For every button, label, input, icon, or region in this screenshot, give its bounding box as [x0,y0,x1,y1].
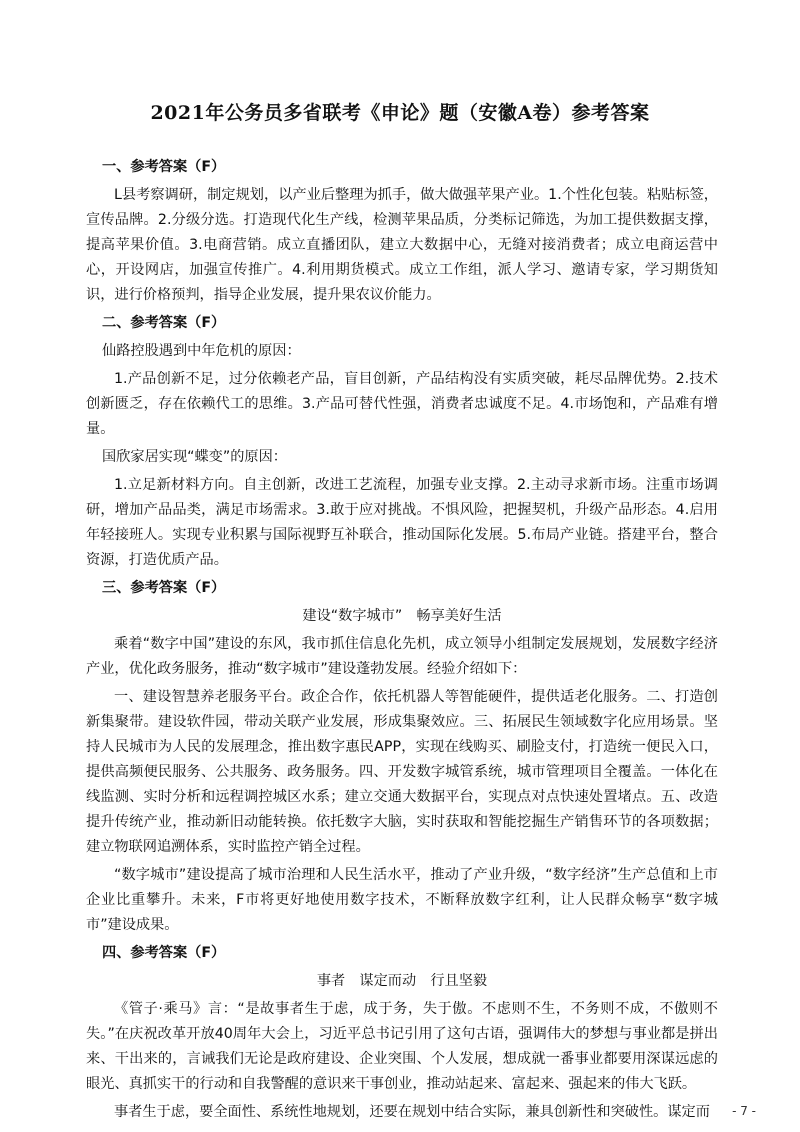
section-3-paragraph-3: “数字城市”建设提高了城市治理和人民生活水平，推动了产业升级，“数字经济”生产总值和上市企业比重攀升。未来，F市将更好地使用数字技术，不断释放数字红利，让人民群众畅享“数字城市”建设成果。 [86,867,718,933]
page-number: - 7 - [732,1104,756,1118]
section-2-heading: 二、参考答案（F） [102,315,226,331]
section-2-paragraph-1: 1.产品创新不足，过分依赖老产品，盲目创新，产品结构没有实质突破，耗尽品牌优势。2.技术创新匮乏，存在依赖代工的思维。3.产品可替代性强，消费者忠诚度不足。4.市场饱和，产品难有增量。 [86,371,718,437]
document-body [86,155,718,1128]
section-3-heading: 三、参考答案（F） [102,580,226,596]
section-2-subheading-2: 国欣家居实现“蝶变”的原因： [102,449,287,465]
section-4-subtitle: 事者 谋定而动 行且坚毅 [316,973,488,989]
section-3-paragraph-1: 乘着“数字中国”建设的东风，我市抓住信息化先机，成立领导小组制定发展规划，发展数字经济产业，优化政务服务，推动“数字城市”建设蓬勃发展。经验介绍如下： [86,636,718,677]
page-title: 2021年公务员多省联考《申论》题（安徽A卷）参考答案 [150,102,650,124]
section-4-paragraph-1: 《管子·乘马》言：“是故事者生于虑，成于务，失于傲。不虑则不生，不务则不成，不傲则不失。”在庆祝改革开放40周年大会上，习近平总书记引用了这句古语，强调伟大的梦想与事业都是拼出来、干出来的，言诫我们无论是政府建设、企业突围、个人发展，想成就一番事业都要用深谋远虑的眼光、真抓实干的行动和自我警醒的意识来干事创业，推动站起来、富起来、强起来的伟大飞跃。 [86,1001,718,1092]
section-1-heading: 一、参考答案（F） [102,159,226,175]
section-1-paragraph: L县考察调研，制定规划，以产业后整理为抓手，做大做强苹果产业。1.个性化包装。粘贴标签，宣传品牌。2.分级分选。打造现代化生产线，检测苹果品质，分类标记筛选，为加工提供数据支撑，提高苹果价值。3.电商营销。成立直播团队，建立大数据中心，无缝对接消费者；成立电商运营中心，开设网店，加强宣传推广。4.利用期货模式。成立工作组，派人学习、邀请专家，学习期货知识，进行价格预判，指导企业发展，提升果农议价能力。 [86,187,718,303]
section-4-heading: 四、参考答案（F） [102,945,226,961]
section-2-subheading-1: 仙路控股遇到中年危机的原因： [102,343,301,359]
section-2-paragraph-2: 1.立足新材料方向。自主创新，改进工艺流程，加强专业支撑。2.主动寻求新市场。注重市场调研，增加产品品类，满足市场需求。3.敢于应对挑战。不惧风险，把握契机，升级产品形态。4.启用年轻接班人。实现专业积累与国际视野互补联合，推动国际化发展。5.布局产业链。搭建平台，整合资源，打造优质产品。 [86,477,718,568]
section-3-paragraph-2: 一、建设智慧养老服务平台。政企合作，依托机器人等智能硬件，提供适老化服务。二、打造创新集聚带。建设软件园，带动关联产业发展，形成集聚效应。三、拓展民生领域数字化应用场景。坚持人民城市为人民的发展理念，推出数字惠民APP，实现在线购买、刷脸支付，打造统一便民入口，提供高频便民服务、公共服务、政务服务。四、开发数字城管系统，城市管理项目全覆盖。一体化在线监测、实时分析和远程调控城区水系；建立交通大数据平台，实现点对点快速处置堵点。五、改造提升传统产业，推动新旧动能转换。依托数字大脑，实时获取和智能挖掘生产销售环节的各项数据；建立物联网追溯体系，实时监控产销全过程。 [86,689,718,855]
section-3-subtitle: 建设“数字城市” 畅享美好生活 [302,608,502,624]
section-4-paragraph-2: 事者生于虑，要全面性、系统性地规划，还要在规划中结合实际，兼具创新性和突破性。谋定而 [114,1104,710,1120]
